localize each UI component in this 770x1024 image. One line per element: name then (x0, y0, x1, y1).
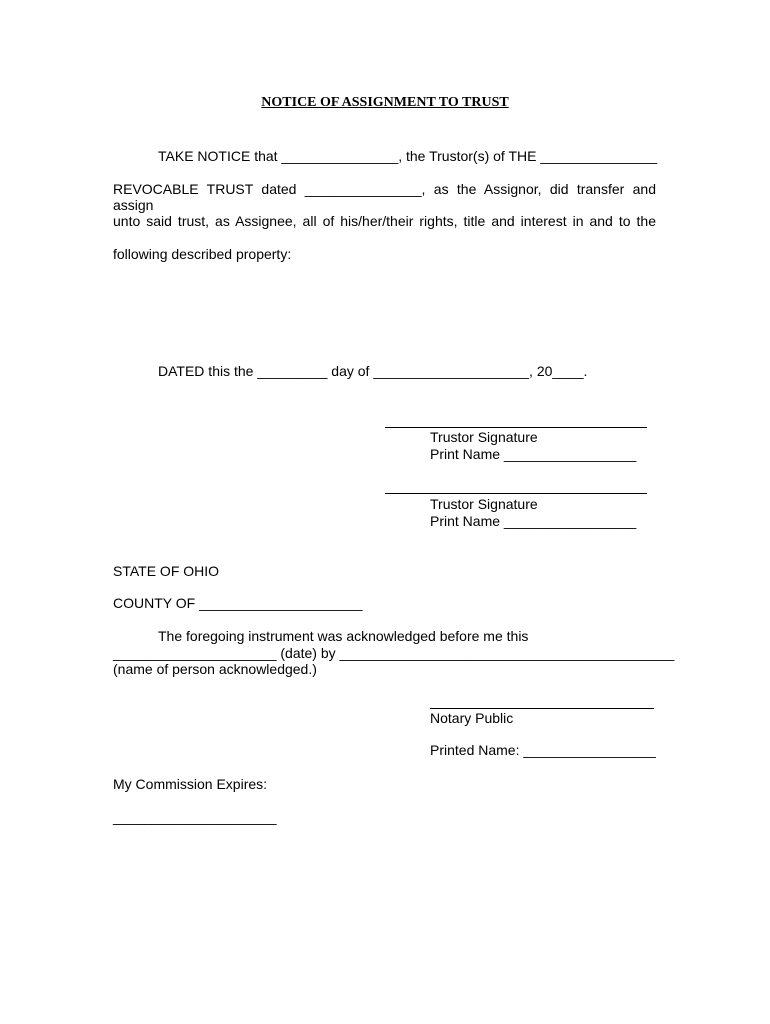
trustor-signature-line-2 (385, 493, 647, 494)
acknowledgment-line-3: (name of person acknowledged.) (113, 661, 317, 677)
trustor-signature-line-1 (385, 427, 647, 428)
trustor-print-name-1: Print Name _________________ (430, 446, 637, 462)
acknowledgment-line-1: The foregoing instrument was acknowledged before me this (158, 628, 529, 644)
commission-expires-blank: _____________________ (113, 809, 277, 825)
body-line-2: REVOCABLE TRUST dated _______________, as the Assignor, did transfer and assign (113, 181, 656, 213)
notary-printed-name: Printed Name: _________________ (430, 742, 656, 758)
notary-signature-line (430, 708, 654, 709)
notary-public-label: Notary Public (430, 710, 514, 726)
body-line-4: following described property: (113, 246, 292, 262)
body-line-3: unto said trust, as Assignee, all of his/her/their rights, title and interest in and to the (113, 213, 656, 229)
trustor-print-name-2: Print Name _________________ (430, 513, 637, 529)
acknowledgment-line-2: _____________________ (date) by ___________________________________________ (113, 645, 675, 661)
county-line: COUNTY OF _____________________ (113, 595, 363, 611)
trustor-signature-label-2: Trustor Signature (430, 496, 538, 512)
state-line: STATE OF OHIO (113, 563, 220, 579)
dated-line: DATED this the _________ day of ____________________, 20____. (158, 363, 588, 379)
trustor-signature-label-1: Trustor Signature (430, 429, 538, 445)
commission-expires-label: My Commission Expires: (113, 776, 268, 792)
body-line-1: TAKE NOTICE that _______________, the Trustor(s) of THE _______________ (158, 148, 658, 164)
document-title: NOTICE OF ASSIGNMENT TO TRUST (261, 95, 509, 110)
